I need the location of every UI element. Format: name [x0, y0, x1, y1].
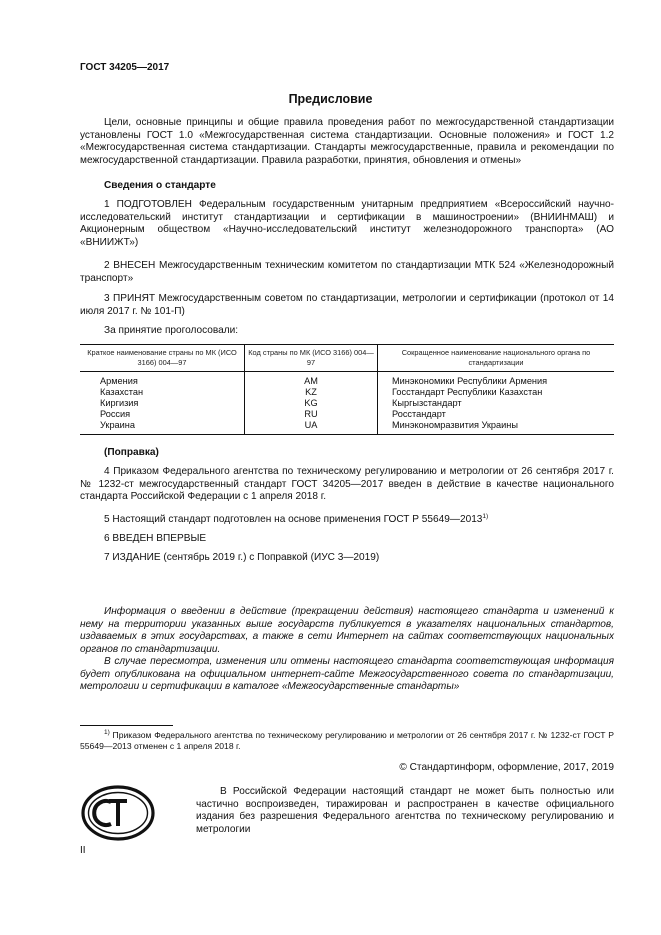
table-row — [80, 398, 614, 409]
page-number: II — [80, 845, 86, 856]
body-cell: Минэкономики Республики Армения — [378, 372, 615, 388]
item-2-text: 2 ВНЕСЕН Межгосударственным техническим комитетом по стандартизации МТК 524 «Железнодорожный транспорт» — [80, 260, 614, 284]
item-4 — [80, 466, 614, 504]
code-cell: KZ — [245, 387, 378, 398]
info-notice-p1: Информация о введении в действие (прекращении действия) настоящего стандарта и изменений к нему на территории указанных выше государств публикуется в указателях национальных стандартов, издаваемых в этих государствах, а также в сети Интернет на сайтах соответствующих национальных органов по стандартизации. — [80, 606, 614, 655]
rights-notice — [196, 786, 614, 836]
item-5-para — [80, 514, 614, 527]
item-5 — [80, 514, 614, 527]
rights-notice-text: В Российской Федерации настоящий стандарт не может быть полностью или частично воспроизведен, тиражирован и распространен в качестве официального издания без разрешения Федерального агентства по техническому регулированию и метрологии — [196, 786, 614, 835]
footnote-text: Приказом Федерального агентства по техническому регулированию и метрологии от 26 сентября 2017 г. № 1232-ст ГОСТ Р 55649—2013 отменен с 1 апреля 2018 г. — [80, 730, 614, 751]
body-cell: Росстандарт — [378, 409, 615, 420]
table-row — [80, 387, 614, 398]
item-2 — [80, 260, 614, 285]
body-cell: Кыргызстандарт — [378, 398, 615, 409]
code-cell: RU — [245, 409, 378, 420]
item-5-text: 5 Настоящий стандарт подготовлен на основе применения ГОСТ Р 55649—2013 — [104, 514, 483, 525]
footnote-mark: 1) — [104, 729, 110, 736]
item-3 — [80, 293, 614, 318]
table-row — [80, 420, 614, 435]
vote-table — [80, 344, 614, 435]
standard-number: ГОСТ 34205—2017 — [80, 62, 170, 73]
header-body: Сокращенное наименование национального органа по стандартизации — [378, 345, 615, 372]
voted-label: За принятие проголосовали: — [104, 325, 239, 336]
body-cell: Госстандарт Республики Казахстан — [378, 387, 615, 398]
footnote — [80, 730, 614, 752]
country-cell: Казахстан — [100, 387, 144, 397]
vote-table-header — [80, 345, 614, 372]
country-cell: Россия — [100, 409, 131, 419]
rst-logo-icon — [80, 783, 156, 843]
page-title: Предисловие — [288, 92, 373, 106]
footnote-separator — [80, 725, 173, 726]
country-cell: Киргизия — [100, 398, 139, 408]
item-7: 7 ИЗДАНИЕ (сентябрь 2019 г.) с Поправкой (ИУС 3—2019) — [104, 552, 380, 563]
item-4-text: 4 Приказом Федерального агентства по техническому регулированию и метрологии от 26 сентября 2017 г. № 1232-ст межгосударственный стандарт ГОСТ 34205—2017 введен в действие в качестве национального стандарта Российской Федерации с 1 апреля 2018 г. — [80, 466, 614, 502]
info-notice — [80, 606, 614, 694]
item-1-text: 1 ПОДГОТОВЛЕН Федеральным государственным унитарным предприятием «Всероссийский научно-исследовательский институт стандартизации и сертификации в машиностроении» (ВНИИНМАШ) и Акционерным обществом «Научно-исследовательский институт железнодорожного транспорта» (АО «ВНИИЖТ») — [80, 199, 614, 248]
code-cell: AM — [245, 372, 378, 388]
table-row — [80, 372, 614, 388]
header-code: Код страны по МК (ИСО 3166) 004—97 — [245, 345, 378, 372]
country-cell: Армения — [100, 376, 138, 386]
intro-text: Цели, основные принципы и общие правила проведения работ по межгосударственной стандартизации установлены ГОСТ 1.0 «Межгосударственная система стандартизации. Основные положения» и ГОСТ 1.2 «Межгосударственная система стандартизации. Стандарты межгосударственные, правила и рекомендации по межгосударственной стандартизации. Правила разработки, принятия, обновления и отмены» — [80, 117, 614, 166]
code-cell: UA — [245, 420, 378, 435]
table-row — [80, 409, 614, 420]
info-notice-p2: В случае пересмотра, изменения или отмены настоящего стандарта соответствующая информация будет опубликована на официальном интернет-сайте Межгосударственного совета по стандартизации, метрологии и сертификации в каталоге «Межгосударственные стандарты» — [80, 656, 614, 692]
item-1 — [80, 199, 614, 249]
intro-paragraph — [80, 117, 614, 167]
copyright: © Стандартинформ, оформление, 2017, 2019 — [399, 762, 614, 773]
amendment-label: (Поправка) — [104, 447, 159, 458]
item-3-text: 3 ПРИНЯТ Межгосударственным советом по стандартизации, метрологии и сертификации (протокол от 14 июля 2017 г. № 101-П) — [80, 293, 614, 317]
item-6: 6 ВВЕДЕН ВПЕРВЫЕ — [104, 533, 207, 544]
code-cell: KG — [245, 398, 378, 409]
country-cell: Украина — [80, 420, 245, 435]
body-cell: Минэкономразвития Украины — [378, 420, 615, 435]
footnote-para — [80, 730, 614, 752]
footnote-ref: 1) — [482, 513, 489, 520]
header-country: Краткое наименование страны по МК (ИСО 3166) 004—97 — [80, 345, 245, 372]
info-heading: Сведения о стандарте — [104, 180, 216, 191]
